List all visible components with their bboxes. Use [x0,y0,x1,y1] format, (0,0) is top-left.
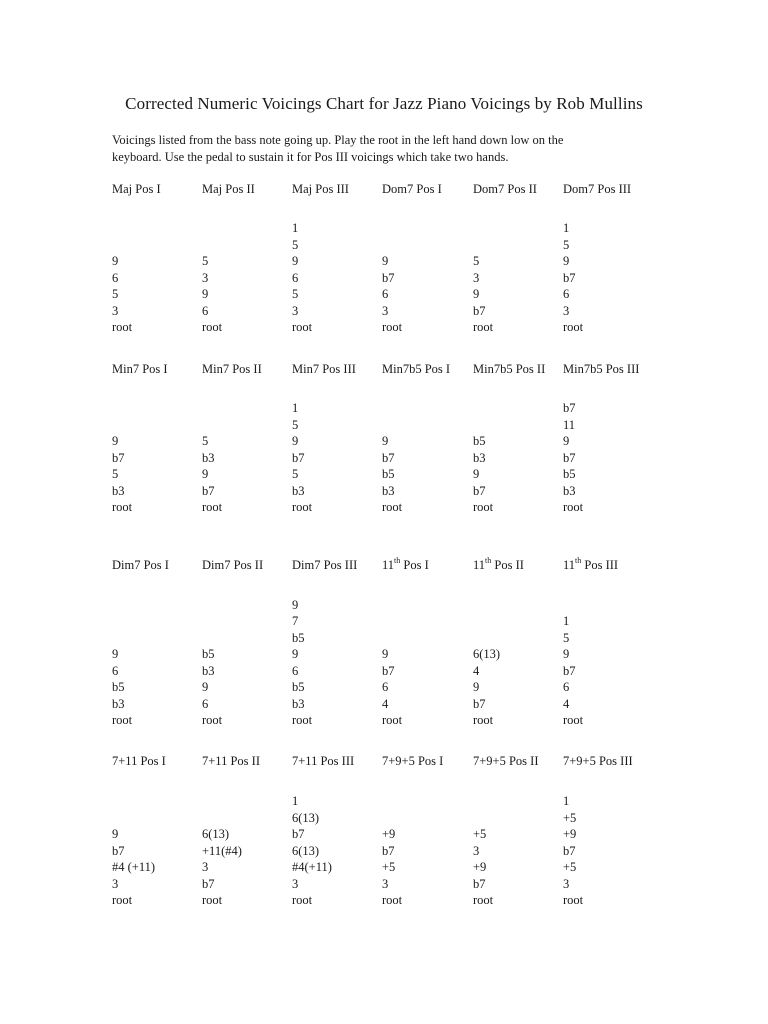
voicing-notes [112,646,132,729]
voicing-heading-text: Pos II [491,558,524,572]
voicing-note: 9 [473,287,480,301]
voicing-notes [382,826,402,909]
voicing-notes [202,433,222,516]
voicing-notes [563,793,583,909]
intro-line-1: Voicings listed from the bass note going up. Play the root in the left hand down low on the [112,133,564,147]
voicing-notes [382,433,402,516]
voicing-note: b7 [563,270,576,285]
voicing-note: 3 [202,860,209,874]
voicing-note: b7 [473,483,486,498]
voicing-heading-text: Min7 Pos II [202,362,262,376]
voicing-heading [382,753,474,770]
voicing-note: 3 [292,876,299,891]
voicing-note: 1 [563,614,570,628]
voicing-note: 11 [563,417,576,432]
voicing-column [563,361,655,514]
voicing-heading-text: Min7 Pos I [112,362,168,376]
voicing-note: 9 [112,647,119,661]
voicing-note: 5 [563,630,570,645]
voicing-note: 5 [292,237,299,252]
voicing-note: 1 [563,794,570,808]
voicing-note: 6(13) [202,827,230,841]
voicing-note: b7 [202,483,215,498]
voicing-note: 9 [382,434,389,448]
voicing-note: +9 [473,860,487,874]
voicing-heading-text: Min7 Pos III [292,362,356,376]
voicing-root-note: root [202,713,223,727]
voicing-note: 6 [292,663,299,678]
voicing-note: 6 [202,303,209,318]
voicing-note: #4 (+11) [112,860,156,874]
voicing-note: b3 [202,450,215,465]
voicing-column [473,753,565,907]
voicing-heading [473,753,565,770]
voicing-root-note: root [563,893,584,907]
voicing-note: 3 [473,270,480,285]
voicing-root-note: root [382,713,403,727]
voicing-note: b7 [563,401,576,415]
voicing-note: 5 [563,237,570,252]
voicing-root-note: root [563,713,584,727]
voicing-notes [382,253,402,336]
voicing-heading [563,557,655,574]
voicing-root-note: root [202,893,223,907]
voicing-note: 9 [292,597,299,612]
voicing-heading-text: 7+11 Pos I [112,754,166,768]
voicing-note: 9 [202,680,209,694]
voicing-note: 9 [563,434,570,448]
voicing-heading [563,753,655,770]
voicing-heading-text: Maj Pos II [202,182,255,196]
voicing-note: 9 [382,647,389,661]
voicing-heading-text: Pos III [581,558,619,572]
voicing-column [473,181,565,334]
voicing-heading-text: Dom7 Pos I [382,182,442,196]
voicing-heading [292,557,384,574]
voicing-note: b7 [563,663,576,678]
voicing-note: 9 [473,467,480,481]
voicing-heading-text: Dom7 Pos III [563,182,632,196]
voicing-heading [292,753,384,770]
voicing-note: 1 [292,221,299,235]
voicing-note: 3 [382,876,389,891]
voicing-note: b7 [292,827,305,841]
voicing-heading-text: 7+9+5 Pos II [473,754,539,768]
voicing-note: b5 [112,680,125,694]
voicing-heading-text: Dom7 Pos II [473,182,537,196]
voicing-note: b5 [563,467,576,481]
voicing-heading [292,361,384,378]
voicing-heading-text: 7+9+5 Pos III [563,754,633,768]
page-title: Corrected Numeric Voicings Chart for Jazz Piano Voicings by Rob Mullins [125,94,643,113]
voicing-root-note: root [202,500,223,514]
voicing-note: 9 [473,680,480,694]
voicing-note: 6 [292,270,299,285]
voicing-notes [473,826,493,909]
voicing-note: #4(+11) [292,860,332,874]
voicing-column [382,361,474,514]
voicing-note: b5 [292,680,305,694]
voicing-note: b7 [202,876,215,891]
voicing-root-note: root [292,713,313,727]
voicing-heading-text: Dim7 Pos II [202,558,264,572]
voicing-notes [382,646,402,729]
voicing-note: 5 [202,254,209,268]
voicing-root-note: root [473,320,494,334]
voicing-note: 5 [292,287,299,301]
voicing-heading-number: 11 [563,558,576,572]
voicing-heading [202,557,294,574]
voicing-heading [292,181,384,198]
voicing-column [202,557,294,727]
voicing-root-note: root [563,320,584,334]
voicing-column [382,555,474,727]
intro-line-2: keyboard. Use the pedal to sustain it for Pos III voicings which take two hands. [112,150,509,164]
voicing-root-note: root [473,713,494,727]
voicing-note: 5 [202,434,209,448]
voicing-note: b5 [202,647,215,661]
voicing-note: b3 [292,483,305,498]
voicing-notes [473,646,500,729]
voicing-note: 5 [292,417,299,432]
voicing-note: 9 [112,434,119,448]
voicing-notes [292,793,332,909]
voicing-note: 5 [292,467,299,481]
voicing-heading-number: 11 [382,558,395,572]
voicing-heading-text: Dim7 Pos III [292,558,358,572]
voicing-note: 6 [382,287,389,301]
voicing-note: b3 [382,483,395,498]
voicing-column [382,181,474,334]
voicing-note: b7 [473,876,486,891]
voicing-note: 5 [473,254,480,268]
voicing-root-note: root [292,500,313,514]
voicing-note: b3 [563,483,576,498]
voicing-notes [292,400,312,516]
voicing-note: 9 [112,254,119,268]
voicing-column [563,555,655,727]
voicing-root-note: root [473,893,494,907]
voicing-column [202,181,294,334]
voicing-note: 3 [292,303,299,318]
voicing-note: b5 [292,630,305,645]
voicing-note: 9 [202,287,209,301]
voicing-root-note: root [292,320,313,334]
voicing-heading-text: Min7b5 Pos I [382,362,451,376]
voicing-notes [292,597,312,729]
voicing-heading [202,753,294,770]
voicing-note: b7 [563,843,576,858]
voicing-note: +5 [382,860,396,874]
voicing-note: +9 [382,827,396,841]
voicing-heading [112,181,204,198]
voicing-notes [112,826,155,909]
voicing-column [112,557,204,727]
voicing-root-note: root [112,893,133,907]
voicing-column [112,181,204,334]
voicing-note: 9 [563,647,570,661]
voicing-note: b3 [112,696,125,711]
voicing-heading [382,361,474,378]
voicing-root-note: root [382,893,403,907]
voicing-column [382,753,474,907]
voicing-note: 6 [563,680,570,694]
voicing-heading [202,361,294,378]
voicing-heading-text: 7+9+5 Pos I [382,754,444,768]
voicing-column [112,361,204,514]
voicing-note: +5 [563,860,577,874]
voicing-note: 9 [292,254,299,268]
voicing-note: 3 [563,303,570,318]
voicing-heading-text: Maj Pos I [112,182,161,196]
voicing-heading-superscript: th [485,555,492,565]
voicing-column [473,361,565,514]
voicing-note: 4 [473,663,480,678]
voicing-notes [112,253,132,336]
voicing-heading-text: 7+11 Pos III [292,754,355,768]
voicing-heading-number: 11 [473,558,486,572]
voicing-heading-text: Pos I [400,558,429,572]
voicing-note: +5 [473,827,487,841]
voicing-note: b7 [382,663,395,678]
voicing-note: 6 [112,663,119,678]
voicing-heading [382,181,474,198]
voicing-heading-text: Maj Pos III [292,182,349,196]
voicing-note: b7 [382,270,395,285]
voicing-note: 6 [202,696,209,711]
voicing-notes [202,646,222,729]
voicing-note: 6 [563,287,570,301]
voicing-note: 5 [112,467,119,481]
voicing-note: b7 [382,843,395,858]
voicing-note: b7 [473,303,486,318]
voicing-note: 9 [382,254,389,268]
voicing-notes [563,613,583,729]
voicing-note: b7 [473,696,486,711]
voicing-heading-superscript: th [394,555,401,565]
voicing-note: +11(#4) [202,843,242,858]
voicing-note: 6 [382,680,389,694]
voicing-notes [473,433,493,516]
voicing-root-note: root [112,320,133,334]
voicing-column [563,753,655,907]
voicing-note: 4 [563,696,570,711]
voicing-root-note: root [112,713,133,727]
intro-paragraph [112,132,672,166]
voicing-note: 4 [382,696,389,711]
voicing-note: b5 [473,434,486,448]
voicing-note: 6(13) [473,647,501,661]
voicing-note: 1 [292,794,299,808]
voicing-heading [563,181,655,198]
voicing-note: b7 [112,843,125,858]
voicing-note: 9 [112,827,119,841]
voicing-note: 7 [292,614,299,628]
voicing-note: b7 [563,450,576,465]
voicing-note: b3 [112,483,125,498]
voicing-note: 9 [563,254,570,268]
voicing-note: 9 [292,647,299,661]
voicing-heading [473,361,565,378]
voicing-heading-superscript: th [575,555,582,565]
voicing-column [202,753,294,907]
voicing-notes [563,220,583,336]
voicing-note: 5 [112,287,119,301]
voicing-column [292,557,384,727]
voicing-root-note: root [202,320,223,334]
voicing-heading [382,557,474,574]
voicing-note: 3 [202,270,209,285]
voicing-root-note: root [473,500,494,514]
voicing-notes [202,826,242,909]
voicing-note: b3 [202,663,215,678]
voicing-note: b3 [292,696,305,711]
voicing-heading-text: 7+11 Pos II [202,754,260,768]
voicing-note: 9 [292,434,299,448]
voicing-note: 3 [473,843,480,858]
voicing-root-note: root [563,500,584,514]
voicing-root-note: root [292,893,313,907]
voicing-note: b7 [112,450,125,465]
voicing-heading [112,557,204,574]
voicing-column [292,361,384,514]
voicing-note: b7 [292,450,305,465]
voicing-note: 9 [202,467,209,481]
voicing-note: b7 [382,450,395,465]
voicing-note: 6(13) [292,810,320,825]
voicing-note: 3 [112,303,119,318]
voicing-heading-text: Dim7 Pos I [112,558,169,572]
voicing-note: 3 [563,876,570,891]
voicing-heading [563,361,655,378]
voicing-notes [112,433,132,516]
voicing-note: +9 [563,827,577,841]
voicing-column [112,753,204,907]
voicing-heading [473,557,565,574]
voicing-heading-text: Min7b5 Pos III [563,362,640,376]
voicing-note: 6 [112,270,119,285]
voicing-column [563,181,655,334]
voicing-column [202,361,294,514]
voicing-notes [292,220,312,336]
voicing-column [292,753,384,907]
voicing-heading-text: Min7b5 Pos II [473,362,546,376]
voicing-note: 6(13) [292,843,320,858]
voicing-notes [563,400,583,516]
voicing-root-note: root [112,500,133,514]
voicing-notes [202,253,222,336]
voicing-heading [202,181,294,198]
voicing-note: 3 [112,876,119,891]
voicing-column [473,555,565,727]
voicing-column [292,181,384,334]
voicing-heading [112,361,204,378]
voicing-note: b3 [473,450,486,465]
voicing-root-note: root [382,500,403,514]
voicing-note: +5 [563,810,577,825]
voicing-note: 1 [563,221,570,235]
voicing-notes [473,253,493,336]
voicing-note: 3 [382,303,389,318]
voicing-root-note: root [382,320,403,334]
voicing-heading [112,753,204,770]
voicing-note: 1 [292,401,299,415]
voicing-note: b5 [382,467,395,481]
voicing-heading [473,181,565,198]
